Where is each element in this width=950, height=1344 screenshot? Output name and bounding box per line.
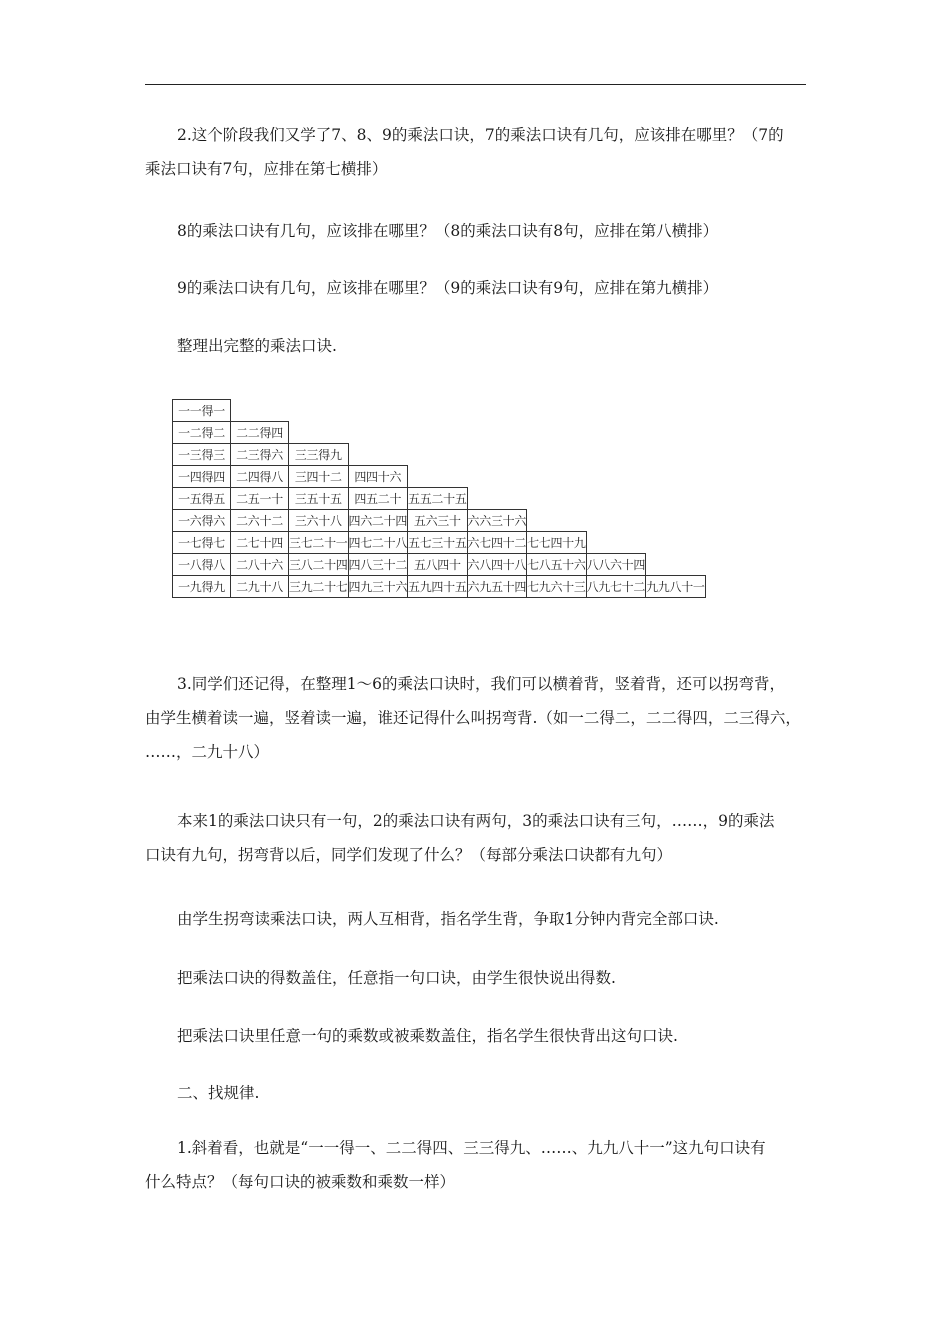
empty-cell: [646, 510, 706, 532]
empty-cell: [527, 466, 587, 488]
empty-cell: [586, 532, 646, 554]
table-cell: 六八四十八: [467, 554, 527, 576]
section-heading-2: 二、找规律.: [177, 1084, 260, 1102]
paragraph-9: 9的乘法口诀有几句，应该排在哪里？（9的乘法口诀有9句，应排在第九横排）: [177, 279, 719, 297]
table-cell: 二七十四: [231, 532, 289, 554]
paragraph-line: ……，二九十八）: [145, 743, 270, 761]
table-cell: 一一得一: [173, 400, 231, 422]
empty-cell: [348, 400, 408, 422]
empty-cell: [467, 422, 527, 444]
table-cell: 五六三十: [408, 510, 468, 532]
empty-cell: [527, 422, 587, 444]
table-row: [173, 510, 706, 532]
table-cell: 二三得六: [231, 444, 289, 466]
table-cell: 一七得七: [173, 532, 231, 554]
paragraph-line: 乘法口诀有7句，应排在第七横排）: [145, 160, 388, 178]
table-row: [173, 554, 706, 576]
paragraph-line: 1.斜着看，也就是“一一得一、二二得四、三三得九、……、九九八十一”这九句口诀有: [177, 1139, 766, 1157]
table-cell: 四八三十二: [348, 554, 408, 576]
table-row: [173, 400, 706, 422]
empty-cell: [586, 466, 646, 488]
empty-cell: [646, 444, 706, 466]
table-cell: 七七四十九: [527, 532, 587, 554]
paragraph-3: [145, 667, 813, 769]
empty-cell: [467, 466, 527, 488]
table-cell: 四六二十四: [348, 510, 408, 532]
table-cell: 四九三十六: [348, 576, 408, 598]
paragraph-2: [145, 118, 813, 186]
paragraph-original: [145, 804, 813, 872]
empty-cell: [408, 444, 468, 466]
empty-cell: [289, 400, 349, 422]
empty-cell: [646, 488, 706, 510]
table-cell: 一九得九: [173, 576, 231, 598]
table-row: [173, 576, 706, 598]
empty-cell: [586, 444, 646, 466]
empty-cell: [527, 444, 587, 466]
paragraph-cover-2: 把乘法口诀里任意一句的乘数或被乘数盖住，指名学生很快背出这句口诀.: [177, 1027, 678, 1045]
paragraph-8: 8的乘法口诀有几句，应该排在哪里？（8的乘法口诀有8句，应排在第八横排）: [177, 222, 719, 240]
table-row: [173, 466, 706, 488]
table-cell: 五七三十五: [408, 532, 468, 554]
table-cell: 四五二十: [348, 488, 408, 510]
paragraph-line: 本来1的乘法口诀只有一句，2的乘法口诀有两句，3的乘法口诀有三句，……，9的乘法: [177, 812, 775, 830]
empty-cell: [586, 400, 646, 422]
table-cell: 四七二十八: [348, 532, 408, 554]
table-cell: 一二得二: [173, 422, 231, 444]
table-cell: 三五十五: [289, 488, 349, 510]
table-cell: 二二得四: [231, 422, 289, 444]
table-cell: 三四十二: [289, 466, 349, 488]
paragraph-line: 由学生横着读一遍，竖着读一遍，谁还记得什么叫拐弯背.（如一二得二，二二得四，二三得六，: [145, 709, 801, 727]
table-cell: 五九四十五: [408, 576, 468, 598]
table-cell: 五八四十: [408, 554, 468, 576]
empty-cell: [467, 400, 527, 422]
table-cell: 三九二十七: [289, 576, 349, 598]
table-cell: 六六三十六: [467, 510, 527, 532]
empty-cell: [348, 422, 408, 444]
empty-cell: [646, 422, 706, 444]
table-cell: 七八五十六: [527, 554, 587, 576]
paragraph-line: 3.同学们还记得，在整理1～6的乘法口诀时，我们可以横着背，竖着背，还可以拐弯背，: [177, 675, 786, 693]
paragraph-sort: 整理出完整的乘法口诀.: [177, 337, 337, 355]
table-cell: 一五得五: [173, 488, 231, 510]
table-row: [173, 444, 706, 466]
empty-cell: [231, 400, 289, 422]
paragraph-line: 2.这个阶段我们又学了7、8、9的乘法口诀，7的乘法口诀有几句，应该排在哪里？（7的: [177, 126, 784, 144]
table-cell: 二八十六: [231, 554, 289, 576]
table-cell: 一六得六: [173, 510, 231, 532]
paragraph-line: 什么特点？（每句口诀的被乘数和乘数一样）: [145, 1173, 456, 1191]
table-cell: 七九六十三: [527, 576, 587, 598]
table-row: [173, 422, 706, 444]
table-cell: 九九八十一: [646, 576, 706, 598]
table-cell: 五五二十五: [408, 488, 468, 510]
table-cell: 一三得三: [173, 444, 231, 466]
empty-cell: [527, 400, 587, 422]
empty-cell: [646, 400, 706, 422]
empty-cell: [408, 466, 468, 488]
empty-cell: [646, 554, 706, 576]
empty-cell: [586, 422, 646, 444]
multiplication-table: [172, 399, 706, 598]
empty-cell: [586, 488, 646, 510]
empty-cell: [527, 510, 587, 532]
table-cell: 二四得八: [231, 466, 289, 488]
table-cell: 六九五十四: [467, 576, 527, 598]
table-row: [173, 488, 706, 510]
table-cell: 八八六十四: [586, 554, 646, 576]
table-cell: 三八二十四: [289, 554, 349, 576]
table-cell: 六七四十二: [467, 532, 527, 554]
paragraph-cover: 把乘法口诀的得数盖住，任意指一句口诀，由学生很快说出得数.: [177, 969, 616, 987]
table-cell: 二六十二: [231, 510, 289, 532]
table-cell: 一四得四: [173, 466, 231, 488]
table-cell: 三六十八: [289, 510, 349, 532]
table-cell: 二五一十: [231, 488, 289, 510]
empty-cell: [646, 466, 706, 488]
empty-cell: [408, 422, 468, 444]
table-cell: 四四十六: [348, 466, 408, 488]
table-cell: 一八得八: [173, 554, 231, 576]
empty-cell: [586, 510, 646, 532]
empty-cell: [408, 400, 468, 422]
table-cell: 三七二十一: [289, 532, 349, 554]
empty-cell: [467, 444, 527, 466]
empty-cell: [646, 532, 706, 554]
empty-cell: [467, 488, 527, 510]
empty-cell: [289, 422, 349, 444]
table-row: [173, 532, 706, 554]
paragraph-diagonal: [145, 1131, 813, 1199]
paragraph-line: 口诀有九句，拐弯背以后，同学们发现了什么？（每部分乘法口诀都有九句）: [145, 846, 673, 864]
table-cell: 八九七十二: [586, 576, 646, 598]
empty-cell: [348, 444, 408, 466]
header-rule: [145, 84, 806, 85]
table-cell: 二九十八: [231, 576, 289, 598]
paragraph-turn: 由学生拐弯读乘法口诀，两人互相背，指名学生背，争取1分钟内背完全部口诀.: [177, 910, 719, 928]
empty-cell: [527, 488, 587, 510]
table-cell: 三三得九: [289, 444, 349, 466]
